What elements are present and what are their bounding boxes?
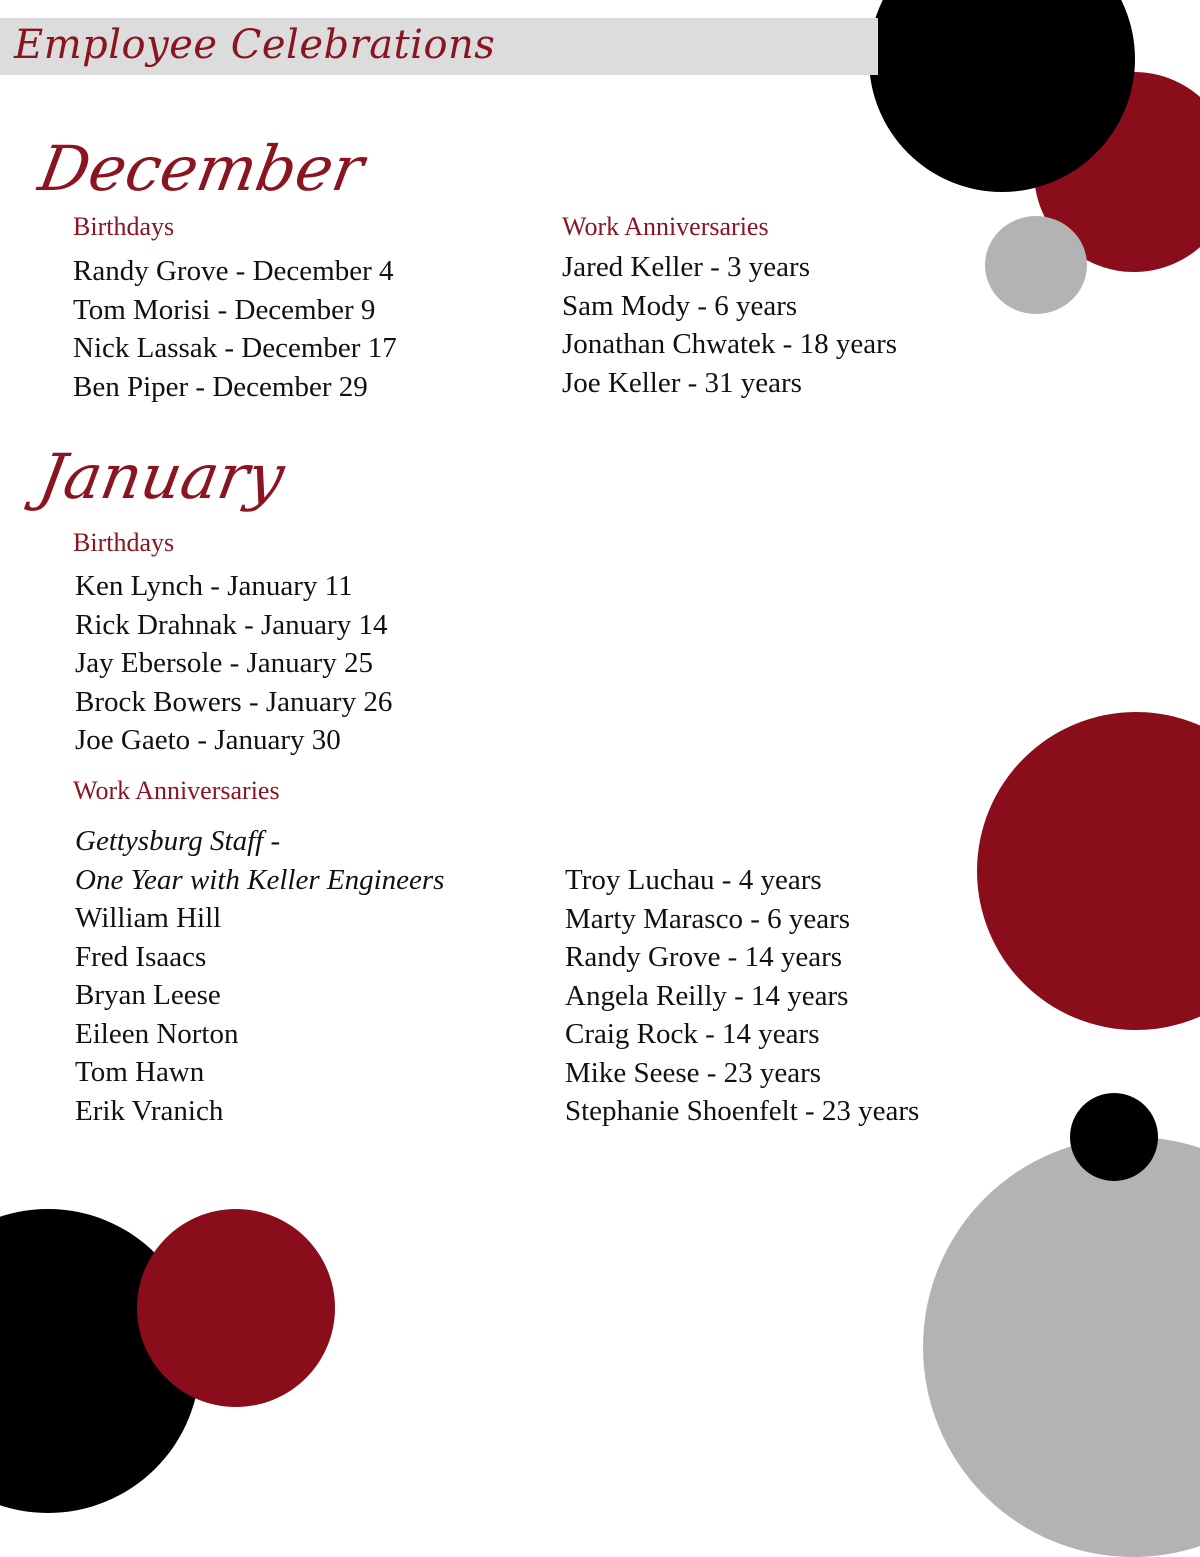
january-birthdays-list (75, 567, 392, 760)
january-one-year-staff-list (75, 822, 444, 1130)
list-item: Jared Keller - 3 years (562, 251, 810, 283)
decor-circle-red-right (977, 712, 1200, 1030)
decor-circle-red-bottom-left (137, 1209, 335, 1407)
list-item: Bryan Leese (75, 979, 221, 1011)
staff-note-line: Gettysburg Staff - (75, 825, 281, 857)
list-item: Mike Seese - 23 years (565, 1056, 822, 1089)
list-item: William Hill (75, 902, 222, 934)
page-title: Employee Celebrations (14, 22, 496, 68)
month-title-january: January (33, 440, 290, 513)
staff-note-line: One Year with Keller Engineers (75, 863, 445, 896)
list-item: Tom Hawn (75, 1056, 205, 1088)
list-item: Joe Gaeto - January 30 (75, 724, 341, 756)
january-birthdays-heading: Birthdays (73, 528, 175, 557)
list-item: Brock Bowers - January 26 (75, 685, 393, 718)
decor-circle-gray-bottom (923, 1137, 1200, 1557)
list-item: Jay Ebersole - January 25 (75, 647, 373, 679)
list-item: Fred Isaacs (75, 940, 207, 973)
list-item: Stephanie Shoenfelt - 23 years (565, 1095, 920, 1127)
list-item: Ben Piper - December 29 (73, 370, 368, 403)
december-birthdays-heading: Birthdays (73, 212, 175, 241)
list-item: Joe Keller - 31 years (562, 366, 802, 399)
list-item: Erik Vranich (75, 1094, 224, 1127)
december-birthdays-list (73, 252, 397, 406)
list-item: Ken Lynch - January 11 (75, 570, 353, 602)
list-item: Rick Drahnak - January 14 (75, 608, 388, 641)
list-item: Randy Grove - December 4 (73, 255, 394, 287)
list-item: Randy Grove - 14 years (565, 941, 843, 973)
january-anniversaries-list (565, 861, 919, 1131)
list-item: Eileen Norton (75, 1017, 239, 1050)
decor-circle-black-bottom-right (1070, 1093, 1158, 1181)
list-item: Sam Mody - 6 years (562, 289, 798, 322)
month-title-december: December (33, 132, 370, 205)
list-item: Angela Reilly - 14 years (565, 979, 849, 1012)
list-item: Nick Lassak - December 17 (73, 332, 397, 364)
list-item: Marty Marasco - 6 years (565, 902, 851, 935)
decor-circle-gray-top (985, 216, 1087, 314)
list-item: Troy Luchau - 4 years (565, 864, 822, 896)
list-item: Tom Morisi - December 9 (73, 293, 376, 326)
december-anniversaries-heading: Work Anniversaries (562, 212, 769, 241)
december-anniversaries-list (562, 248, 897, 402)
list-item: Craig Rock - 14 years (565, 1018, 820, 1050)
list-item: Jonathan Chwatek - 18 years (562, 328, 898, 360)
january-anniversaries-heading: Work Anniversaries (73, 776, 280, 805)
